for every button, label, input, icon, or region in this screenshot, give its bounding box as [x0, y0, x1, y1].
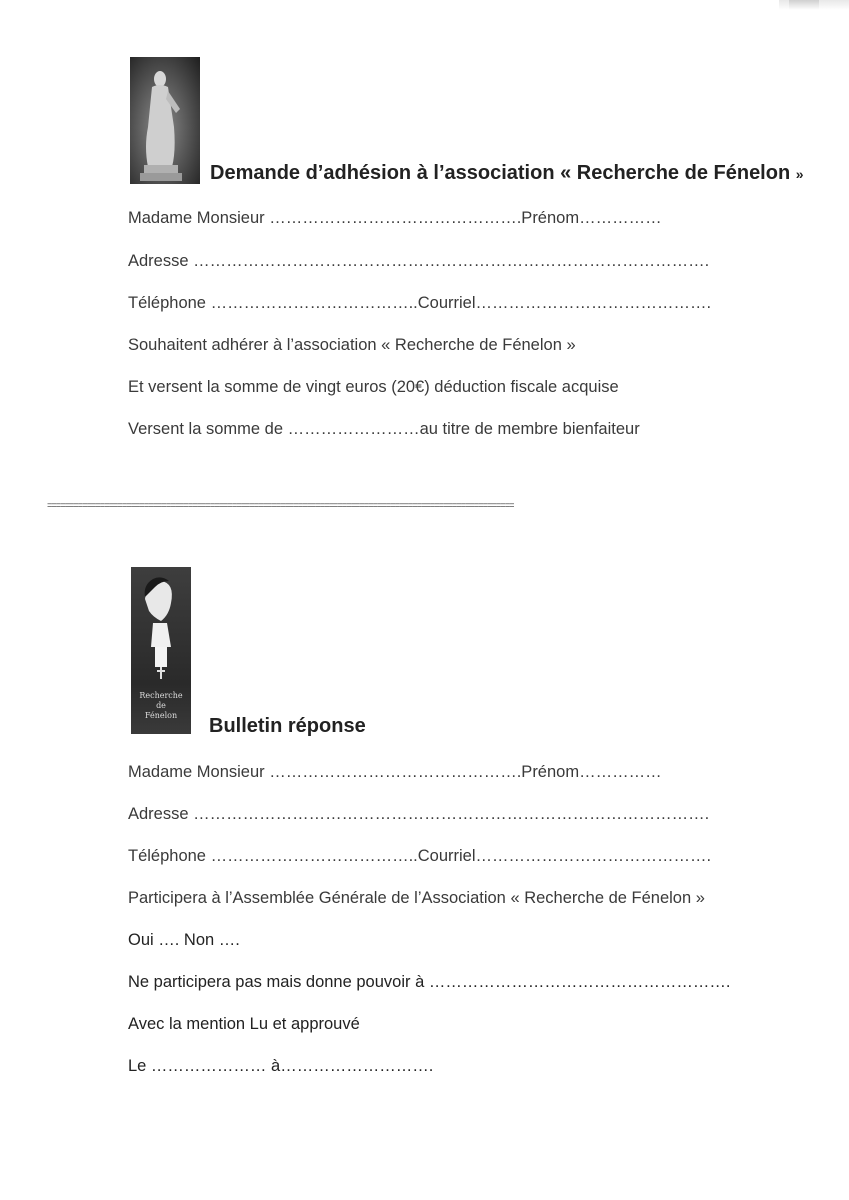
- cut-separator: ==========================================================================================================: [47, 501, 514, 511]
- name-field-line: Madame Monsieur ……………………………………….Prénom……………: [128, 209, 662, 227]
- reply-form-title: Bulletin réponse: [209, 715, 366, 737]
- scan-artifact: [789, 0, 819, 10]
- fenelon-portrait-image: [131, 567, 191, 734]
- proxy-field-line: Ne participera pas mais donne pouvoir à ……………………………………………….: [128, 973, 731, 991]
- logo-text-line-2: de: [156, 701, 166, 710]
- attendance-statement: Participera à l’Assemblée Générale de l’Association « Recherche de Fénelon »: [128, 889, 705, 907]
- membership-title: [210, 162, 804, 185]
- statue-image: [130, 57, 200, 184]
- statue-photo: [130, 57, 200, 184]
- address-field-line: Adresse ………………………………………………………………………………….: [128, 252, 710, 270]
- join-statement: Souhaitent adhérer à l’association « Recherche de Fénelon »: [128, 336, 576, 354]
- donation-field-line: Versent la somme de ……………………au titre de membre bienfaiteur: [128, 420, 640, 438]
- fenelon-logo: [131, 567, 191, 734]
- logo-text-line-1: Recherche: [139, 691, 183, 700]
- address-field-line: Adresse ………………………………………………………………………………….: [128, 805, 710, 823]
- date-place-field-line: Le ………………… à……………………….: [128, 1057, 434, 1075]
- phone-email-field-line: Téléphone ………………………………..Courriel…………………………………….: [128, 294, 712, 312]
- name-field-line: Madame Monsieur ……………………………………….Prénom……………: [128, 763, 662, 781]
- membership-title-text: Demande d’adhésion à l’association « Recherche de Fénelon: [210, 162, 791, 184]
- approval-mention: Avec la mention Lu et approuvé: [128, 1015, 360, 1033]
- logo-text-line-3: Fénelon: [144, 711, 178, 720]
- fee-statement: Et versent la somme de vingt euros (20€) déduction fiscale acquise: [128, 378, 619, 396]
- phone-email-field-line: Téléphone ………………………………..Courriel…………………………………….: [128, 847, 712, 865]
- membership-title-quote: »: [795, 166, 804, 182]
- yes-no-choice: Oui …. Non ….: [128, 931, 240, 949]
